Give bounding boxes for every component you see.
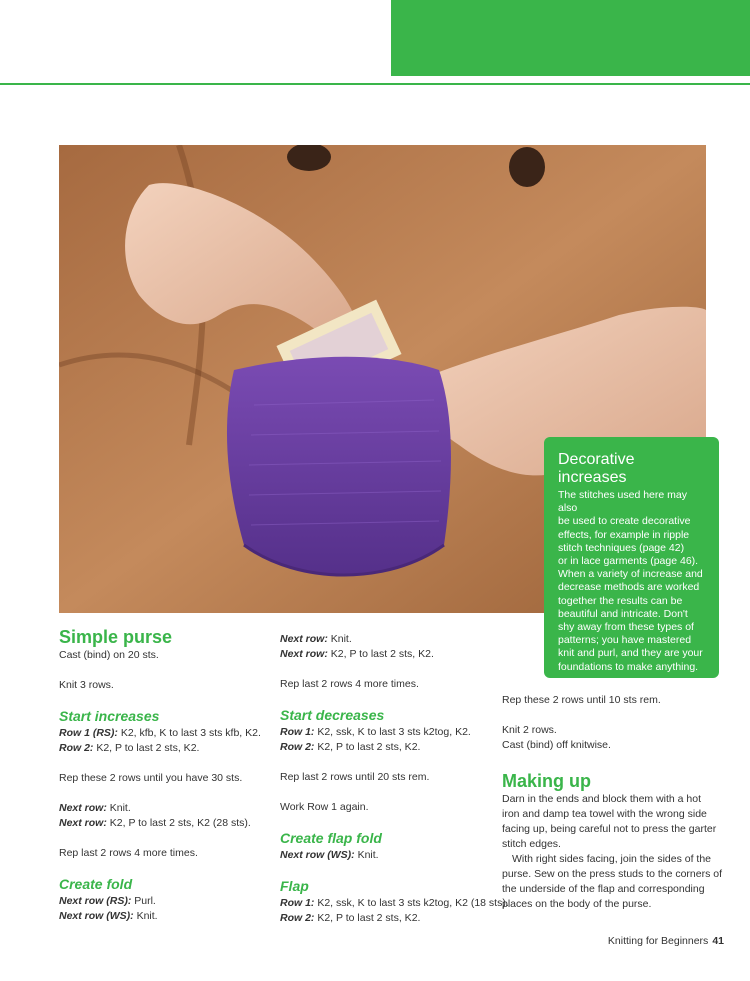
column-3 — [502, 693, 727, 912]
callout-line: When a variety of increase and — [558, 568, 703, 581]
knit-rows-text: Knit 3 rows. — [59, 679, 114, 691]
column-2 — [280, 632, 509, 926]
instruction-row: Row 2: K2, P to last 2 sts, K2. — [59, 742, 200, 754]
callout-line: or in lace garments (page 46). — [558, 555, 699, 568]
repeat-text: Rep last 2 rows 4 more times. — [59, 847, 198, 859]
body-line: purse. Sew on the press studs to the corners of — [502, 868, 723, 880]
section-title-simple-purse: Simple purse — [59, 627, 173, 647]
callout-line: decrease methods are worked — [558, 581, 700, 594]
body-line: stitch edges. — [502, 838, 561, 850]
heading-create-fold: Create fold — [59, 876, 133, 892]
decorative-increases-callout — [544, 437, 719, 678]
body-line: With right sides facing, join the sides of the — [512, 853, 712, 865]
work-row-text: Work Row 1 again. — [280, 801, 369, 813]
heading-start-decreases: Start decreases — [280, 707, 385, 723]
instruction-row: Next row: K2, P to last 2 sts, K2. — [280, 648, 434, 660]
instruction-row: Next row (RS): Purl. — [59, 895, 156, 907]
heading-create-flap-fold: Create flap fold — [280, 830, 382, 846]
instruction-row: Next row (WS): Knit. — [59, 910, 158, 922]
section-title-making-up: Making up — [502, 771, 591, 791]
instruction-row: Next row: K2, P to last 2 sts, K2 (28 sts). — [59, 817, 251, 829]
heading-flap: Flap — [280, 878, 309, 894]
callout-title — [558, 451, 705, 487]
callout-line: together the results can be — [558, 594, 683, 607]
callout-line: beautiful and intricate. Don't — [558, 607, 688, 620]
repeat-text: Rep these 2 rows until 10 sts rem. — [502, 694, 661, 706]
callout-line: be used to create decorative — [558, 515, 691, 528]
instruction-row: Row 1: K2, ssk, K to last 3 sts k2tog, K2. — [280, 726, 471, 738]
header-color-band — [391, 0, 750, 76]
callout-body — [558, 489, 705, 674]
instruction-row: Next row: Knit. — [59, 802, 131, 814]
body-line: Darn in the ends and block them with a hot — [502, 793, 702, 805]
body-line: iron and damp tea towel with the wrong side — [502, 808, 707, 820]
callout-line: patterns; you have mastered — [558, 634, 692, 647]
callout-line: The stitches used here may also — [558, 489, 687, 515]
header-rule — [0, 83, 750, 85]
heading-start-increases: Start increases — [59, 708, 160, 724]
callout-line: stitch techniques (page 42) — [558, 541, 685, 554]
page-footer — [608, 935, 724, 947]
instruction-row: Next row (WS): Knit. — [280, 849, 379, 861]
column-1 — [59, 628, 274, 924]
instruction-row: Row 1 (RS): K2, kfb, K to last 3 sts kfb, K2. — [59, 727, 261, 739]
repeat-text: Rep last 2 rows until 20 sts rem. — [280, 771, 430, 783]
cast-on-text: Cast (bind) on 20 sts. — [59, 649, 159, 661]
instruction-row: Row 1: K2, ssk, K to last 3 sts k2tog, K2 (18 sts). — [280, 897, 509, 909]
book-title: Knitting for Beginners — [607, 935, 709, 947]
page-number: 41 — [712, 935, 724, 947]
repeat-text: Rep last 2 rows 4 more times. — [280, 678, 419, 690]
callout-line: knit and purl, and they are your — [558, 647, 703, 660]
callout-line: foundations to make anything. — [558, 660, 699, 673]
callout-title-line-1: Decorative — [558, 451, 635, 468]
cast-off-text: Cast (bind) off knitwise. — [502, 739, 611, 751]
body-line: facing up, being careful not to press the garter — [502, 823, 717, 835]
repeat-text: Rep these 2 rows until you have 30 sts. — [59, 772, 243, 784]
callout-line: shy away from these types of — [558, 621, 694, 634]
callout-line: effects, for example in ripple — [558, 528, 690, 541]
callout-title-line-2: increases — [558, 469, 627, 486]
instruction-row: Row 2: K2, P to last 2 sts, K2. — [280, 912, 421, 924]
knit-rows-text: Knit 2 rows. — [502, 724, 557, 736]
instruction-row: Next row: Knit. — [280, 633, 352, 645]
instruction-row: Row 2: K2, P to last 2 sts, K2. — [280, 741, 421, 753]
body-line: the underside of the flap and corresponding — [502, 883, 705, 895]
body-line: places on the body of the purse. — [502, 898, 652, 910]
